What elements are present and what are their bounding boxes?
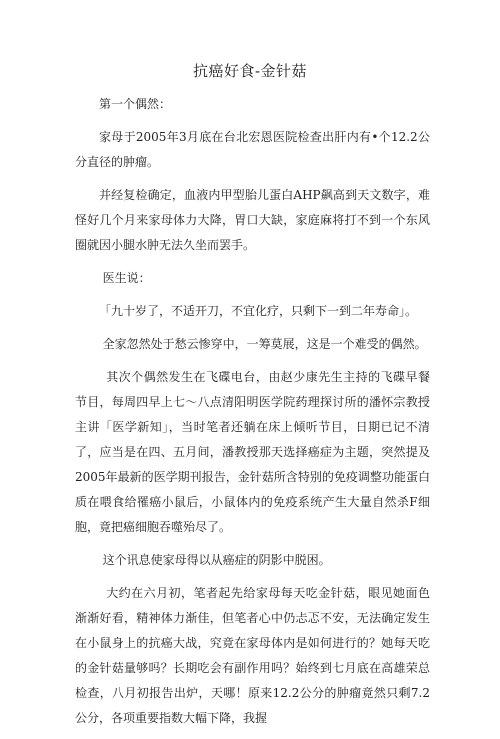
paragraph-june-treatment: 大约在六月初，笔者起先给家母每天吃金针菇，眼见她面色渐渐好看，精神体力渐佳，但笔者心中仍忐忑不安，无法确定发生在小鼠身上的抗癌大战，究竟在家母体内是如何进行的？她每天吃的金针菇量够吗？长期吃会有副作用吗？始终到七月底在高雄荣总检查，八月初报告出炉，天哪！原来12.2公分的肿瘤竟然只剩7.2公分，各项重要指数大幅下降，我握 <box>75 586 430 725</box>
document-title: 抗癌好食-金针菇 <box>192 62 308 80</box>
paragraph-mother-diagnosis: 家母于2005年3月底在台北宏恩医院检查出肝内有•个12.2公分直径的肿瘤。 <box>75 130 430 169</box>
paragraph-message-relief: 这个讯息使家母得以从癌症的阴影中脱困。 <box>102 553 331 567</box>
document-body <box>75 92 430 739</box>
paragraph-family-worry: 全家忽然处于愁云惨穿中，一筹莫展，这是一个难受的偶然。 <box>102 337 427 351</box>
paragraph-doctor-quote: 「九十岁了，不适开刀，不宜化疗，只剩下一到二年寿命」。 <box>99 304 418 318</box>
paragraph-first-coincidence-heading: 第一个偶然： <box>99 97 172 111</box>
paragraph-recheck: 并经复检确定，血液内甲型胎儿蛋白AHP飙高到天文数字，难怪好几个月来家母体力大降，胃口大缺，家庭麻将打不到一个东风圈就因小腿水肿无法久坐而罢手。 <box>75 188 430 252</box>
paragraph-doctor-said: 医生说： <box>102 271 151 285</box>
paragraph-second-coincidence: 其次个偶然发生在飞碟电台，由赵少康先生主持的飞碟早餐节目，每周四早上七～八点清阳明医学院药理探讨所的潘怀宗教授主讲「医学新知」，当时笔者还躺在床上倾听节目，日期已记不清了，应当是在四、五月间，潘教授那天选择癌症为主题，突然提及2005年最新的医学期刊报告，金针菇所含特别的免疫调整功能蛋白质在喂食给罹癌小鼠后，小鼠体内的免疫系统产生大量自然杀F细胞，竟把癌细胞吞噬殆尽了。 <box>75 370 430 534</box>
